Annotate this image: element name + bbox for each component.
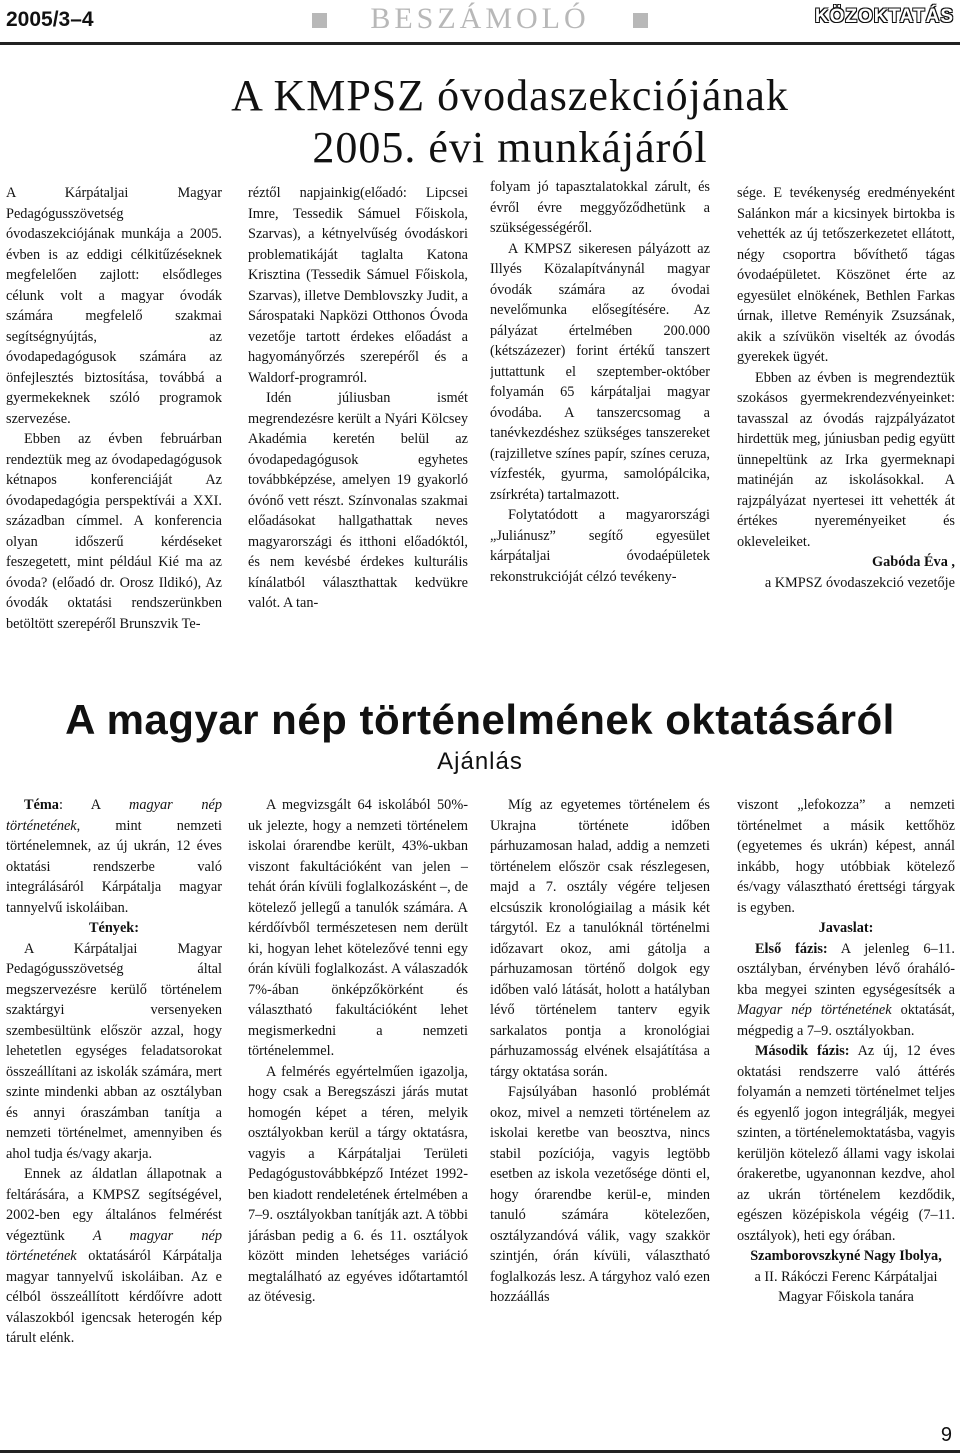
phase1-paragraph	[737, 939, 955, 1042]
text-span: oktatását, mégpedig a 7–9. osztályokban.	[737, 1002, 955, 1039]
facts-label: Tények:	[88, 920, 140, 936]
paragraph	[6, 1164, 222, 1349]
text-span: oktatásáról Kárpátalja magyar tannyelvű iskoláiban. Az e célból összeállított kérdőívre adott válaszokból igencsak heterogén kép tárult elénk.	[6, 1248, 222, 1346]
facts-heading	[6, 918, 222, 939]
article1-column-1	[6, 183, 222, 683]
proposal-heading	[737, 918, 955, 939]
phase1-label: Első fázis:	[755, 940, 828, 957]
rubric-title: KÖZOKTATÁS	[814, 6, 954, 27]
text-span: A jelenleg 6–11. osztályban, érvényben lévő órahálókba megyei szinten egységesítsék a	[737, 940, 955, 998]
paragraph: Idén júliusban ismét megrendezésre került a Nyári Kölcsey Akadémia keretén belül az óvodapedagógusok egyhetes továbbképzése, amelyen 19 gyakorló óvónő vett részt. Színvonalas szakmai előadásokat hallgathattak neves magyarországi és itthoni előadóktól, és nem kevésbé érdekes kulturális kínálatból választhattak kedvükre valót. A tan-	[248, 390, 468, 611]
paragraph: viszont „lefokozza” a nemzeti történelmet a másik kettőhöz (egyetemes és ukrán) képest, annál inkább, hogy utóbbiak kötelező és/vagy választható érettségi tárgyak is egyben.	[737, 797, 955, 916]
article1-column-2	[248, 183, 468, 683]
article2-column-1	[6, 795, 222, 1425]
footer-rule	[0, 1450, 960, 1453]
italic-text: Magyar nép történetének	[737, 1002, 892, 1018]
author-affiliation: a II. Rákóczi Ferenc Kárpátaljai Magyar Főiskola tanára	[754, 1268, 938, 1305]
paragraph: sége. E tevékenység eredményeként Salánkon már a kicsinyek birtokba is vehették az új tetőszerkezetet ellátott, négy csoportra bővíthető tágas óvodaépületet. Köszönet érte az egyesület elnökének, Bethlen Farkas úrnak, illetve Reményik Zsuzsának, akik a szívükön viselték az óvodás gyerekek ügyét.	[737, 185, 955, 365]
paragraph: A KMPSZ sikeresen pályázott az Illyés Közalapítványnál magyar óvodák számára az óvodai nevelőmunka elősegítésére. Az pályázat értelmében 200.000 (kétszázezer) forint értékű tanszert juttattunk el szeptember-október folyamán 65 kárpátaljai magyar óvodába. A tanszercsomag a tanévkezdéshez szükséges tanszereket (rajzilletve színes papír, színes ceruza, vízfesték, gyurma, samolópálcika, zsírkréta) tartalmazott.	[490, 240, 710, 503]
paragraph: A Kárpátaljai Magyar Pedagógusszövetség által megszervezésre kerülő történelem szaktárgyi versenyeken szembesültünk először azzal, hogy lehetetlen egységes feladatsorokat összeállítani az iskolák számára, mert szinte mindenki abban az osztályban és annyi óraszámban tanítja a nemzeti történelmet, amennyiben és ahol tudja és/vagy akarja.	[6, 940, 222, 1162]
author-name	[737, 1246, 955, 1267]
article1-title-line1: A KMPSZ óvodaszekciójának	[231, 71, 789, 120]
text-span: Az új, 12 éves oktatási rendszerre való áttérés folyamán a nemzeti történelmet teljes és egyenlő jogon integrálják, megyei szinten, a történelemoktatásba, vagyis kerüljön kötelező állami vagy iskolai órakeretbe, ugyanonnan kezdve, ahol az ukrán történelem kezdődik, egészen középiskola végéig (7–11. osztályok), heti egy órában.	[737, 1043, 955, 1244]
article1-title-line2: 2005. évi munkájáról	[312, 123, 708, 172]
article1-column-3	[490, 177, 710, 683]
italic-text: magyar nép történetének	[6, 797, 222, 834]
paragraph: Folytatódott a magyarországi „Juliánusz” segítő egyesület kárpátaljai óvodaépületek rekonstrukcióját célzó tevékeny-	[490, 507, 710, 585]
italic-text: A magyar nép történetének	[6, 1227, 222, 1264]
ornament-square-left	[312, 13, 327, 28]
section-title: BESZÁMOLÓ	[370, 2, 590, 35]
page-number: 9	[940, 1424, 952, 1446]
paragraph: A Kárpátaljai Magyar Pedagógusszövetség óvodaszekciójának munkája a 2005. évben is az eddigi célkitűzéseknek megfelelően zajlott: elsődleges célunk volt a magyar óvodák számára megfelelő szakmai segítségnyújtás, az óvodapedagógusok számára az önfejlesztés biztosítása, továbbá a gyermekeknek szóló programok szervezése.	[6, 185, 222, 427]
phase2-paragraph	[737, 1041, 955, 1246]
topic-label: Téma	[24, 797, 59, 813]
phase2-label: Második fázis:	[755, 1043, 850, 1059]
article2-title: A magyar nép történelmének oktatásáról	[65, 696, 895, 743]
article2-column-3	[490, 795, 710, 1425]
article2-column-4	[737, 795, 955, 1425]
author-name-text: Szamborovszkyné Nagy Ibolya,	[750, 1248, 942, 1264]
paragraph: Ebben az évben is megrendeztük szokásos gyermekrendezvényeinket: tavasszal az óvodás rajzpályázatot hirdettük meg, júniusban pedig együtt ünnepeltünk az Irka gyermeknapi matinéján az iskolásokkal. A rajzpályázat nyertesei itt vehették át értékes nyereményeiket és okleveleiket.	[737, 369, 955, 550]
signature-role: a KMPSZ óvodaszekció vezetője	[764, 574, 955, 591]
paragraph: réztől napjainkig(előadó: Lipcsei Imre, Tessedik Sámuel Főiskola, Szarvas), a kétnyelvűség óvodáskori problematikáját taglalta Katona Krisztina (Tessedik Sámuel Főiskola, Szarvas), illetve Demblovszky Judit, a Sárospataki Napközi Otthonos Óvoda vezetője tartott érdekes előadást a hagyományőrzés szerepéről és a Waldorf-programról.	[248, 185, 468, 386]
signature-name-text: Gabóda Éva ,	[871, 554, 955, 570]
paragraph: A felmérés egyértelműen igazolja, hogy csak a Beregszászi járás mutat homogén képet a téren, melyik osztályokban kerül a tárgy oktatásra, vagyis a Kárpátaljai Területi Pedagógustovábbképző Intézet 1992-ben kiadott rendeletének értelmében a 7–9. osztályokban tanítják azt. A többi járásban pedig a 6. és 11. osztályok között minden lehetséges variáció megtalálható az egyéves időtartamtól az ötévesig.	[248, 1063, 468, 1305]
paragraph: Míg az egyetemes történelem és Ukrajna története időben párhuzamosan halad, addig a nemzeti történelem először csak részlegesen, majd a 7. osztály végére teljesen elcsúszik kronológiailag a másik két tárgytól. Ez a tanulóknál történelmi időzavart okoz, ami gátolja a párhuzamosan történő dolgok egy időben való látását, holott a hatályban lévő történelem tanterv egyik sarkalatos pontja a kronológiai párhuzamosság elvének elsajátítása a tárgy oktatása során.	[490, 797, 710, 1080]
text-span: Ennek az áldatlan állapotnak a feltárására, a KMPSZ segítségével, 2002-ben egy általános felmérést végeztünk	[6, 1166, 222, 1244]
article1-column-4	[737, 183, 955, 683]
paragraph: Ebben az évben februárban rendeztük meg az óvodapedagógusok kétnapos konferenciáját Az óvodapedagógia perspektívái a XXI. században címmel. A konferencia olyan időszerű kérdéseket feszegetett, mint például Kié ma az óvoda? (előadó dr. Orosz Ildikó), Az óvodák oktatási rendszerünkben betöltött szerepéről Brunszvik Te-	[6, 431, 222, 632]
paragraph: A megvizsgált 64 iskolából 50%-uk jelezte, hogy a nemzeti történelem iskolai órarendbe került, 43%-ukban viszont fakultációként van jelen – tehát órán kívüli foglalkozásként –, de kötelező jellegű a tanulók számára. A kérdőívből természetesen nem derült ki, hogyan lehet kötelezővé tenni egy órán kívüli foglalkozást. A válaszadók 7%-ában önképzőkörként és választható fakultációként lehet megismerkedni a nemzeti történelemmel.	[248, 797, 468, 1059]
ornament-square-right	[633, 13, 648, 28]
proposal-label: Javaslat:	[818, 920, 874, 936]
page-header	[0, 0, 960, 45]
issue-number: 2005/3–4	[6, 8, 94, 31]
text-span: : A	[58, 797, 129, 813]
signature-name	[737, 552, 955, 573]
topic-paragraph	[6, 795, 222, 918]
article2-subtitle: Ajánlás	[437, 748, 523, 775]
article2-column-2	[248, 795, 468, 1425]
text-span: , mint nemzeti történelemnek, az új ukrán, 12 éves oktatási rendszerbe való integrálásáról Kárpátalja magyar tannyelvű iskoláiban.	[6, 817, 222, 916]
paragraph: Fajsúlyában hasonló problémát okoz, mivel a nemzeti történelem az iskolai keretbe van beosztva, nincs stabil pozíciója, vagyis legtöbb esetben az iskola vezetősége dönti el, hogy órarendbe kerül-e, minden tanuló számára kötelezően, osztályzandóvá válik, vagy szakkör szintjén, órán kívüli, választható foglalkozás lesz. A tárgyhoz való ezen hozzáállás	[490, 1084, 710, 1305]
paragraph: folyam jó tapasztalatokkal zárult, és évről évre meggyőződhetünk a szükségességéről.	[490, 179, 710, 236]
